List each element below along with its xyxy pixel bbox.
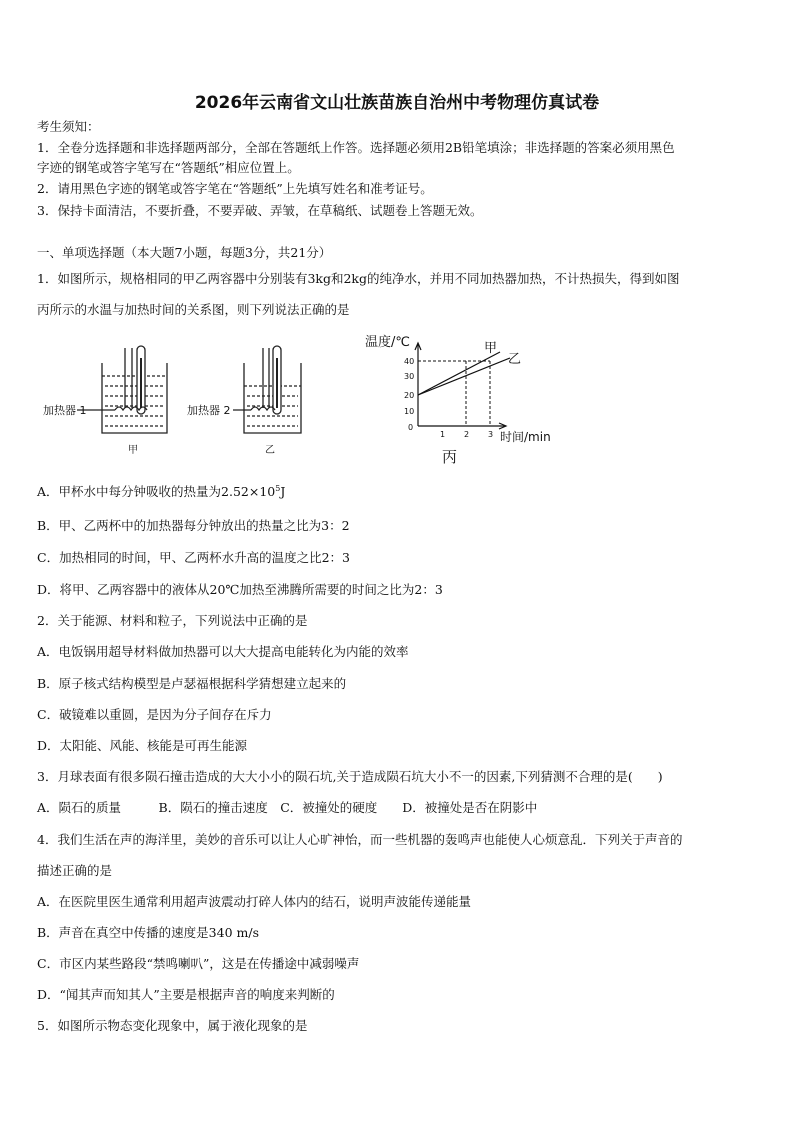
q4-option-a: A．在医院里医生通常利用超声波震动打碎人体内的结石，说明声波能传递能量 bbox=[37, 894, 472, 909]
page-title: 2026年云南省文山壮族苗族自治州中考物理仿真试卷 bbox=[194, 93, 600, 113]
section-heading: 一、单项选择题（本大题7小题，每题3分，共21分） bbox=[37, 245, 332, 260]
notice-item-1: 1．全卷分选择题和非选择题两部分，全部在答题纸上作答。选择题必须用2B铅笔填涂；非选择题的答案必须用黑色 bbox=[37, 140, 675, 155]
q3-stem: 3．月球表面有很多陨石撞击造成的大大小小的陨石坑,关于造成陨石坑大小不一的因素,下列猜测不合理的是( ) bbox=[37, 769, 663, 784]
notice-heading: 考生须知： bbox=[37, 119, 100, 134]
line-b-label: 乙 bbox=[508, 352, 522, 367]
q1-stem-cont: 丙所示的水温与加热时间的关系图，则下列说法正确的是 bbox=[37, 302, 350, 317]
q1-option-c: C．加热相同的时间，甲、乙两杯水升高的温度之比2：3 bbox=[37, 550, 350, 565]
y-tick-labels bbox=[404, 357, 414, 432]
beaker-a-label: 甲 bbox=[128, 445, 138, 456]
svg-text:40: 40 bbox=[404, 357, 415, 366]
svg-text:3: 3 bbox=[488, 430, 494, 439]
beaker-b-label: 乙 bbox=[265, 445, 275, 456]
line-a-label: 甲 bbox=[484, 341, 498, 356]
q3-options: A．陨石的质量 B．陨石的撞击速度 C．被撞处的硬度 D．被撞处是否在阴影中 bbox=[37, 800, 538, 815]
q2-option-c: C．破镜难以重圆，是因为分子间存在斥力 bbox=[37, 707, 272, 722]
q1-temperature-graph bbox=[360, 330, 570, 470]
q4-stem: 4．我们生活在声的海洋里，美妙的音乐可以让人心旷神怡，而一些机器的轰鸣声也能使人心烦意乱．下列关于声音的 bbox=[37, 832, 683, 847]
svg-text:20: 20 bbox=[404, 391, 415, 400]
q1-option-a: A．甲杯水中每分钟吸收的热量为$2.52\times 10^5J$ bbox=[37, 483, 286, 499]
svg-text:1: 1 bbox=[440, 430, 446, 439]
notice-item-2: 2．请用黑色字迹的钢笔或答字笔在“答题纸”上先填写姓名和准考证号。 bbox=[37, 181, 433, 196]
graph-ylabel: 温度/℃ bbox=[365, 335, 410, 350]
line-b bbox=[418, 358, 510, 395]
notice-item-3: 3．保持卡面清洁，不要折叠，不要弄破、弄皱，在草稿纸、试题卷上答题无效。 bbox=[37, 203, 483, 218]
q2-option-a: A．电饭锅用超导材料做加热器可以大大提高电能转化为内能的效率 bbox=[37, 644, 409, 659]
q5-stem: 5．如图所示物态变化现象中，属于液化现象的是 bbox=[37, 1018, 308, 1033]
x-tick-labels bbox=[440, 430, 493, 439]
svg-text:2: 2 bbox=[464, 430, 470, 439]
q2-option-b: B．原子核式结构模型是卢瑟福根据科学猜想建立起来的 bbox=[37, 676, 347, 691]
notice-item-1-cont: 字迹的钢笔或答字笔写在“答题纸”相应位置上。 bbox=[37, 160, 300, 175]
q1-beaker-figure bbox=[37, 338, 367, 468]
beaker-a bbox=[77, 346, 167, 433]
q2-stem: 2．关于能源、材料和粒子，下列说法中正确的是 bbox=[37, 613, 308, 628]
graph-xlabel: 时间/min bbox=[500, 430, 551, 444]
beaker-b bbox=[233, 346, 301, 433]
svg-text:0: 0 bbox=[408, 423, 414, 432]
heater-2-label: 加热器 2 bbox=[187, 404, 231, 417]
q1-option-b: B．甲、乙两杯中的加热器每分钟放出的热量之比为3：2 bbox=[37, 518, 350, 533]
q1-stem: 1．如图所示，规格相同的甲乙两容器中分别装有3kg和2kg的纯净水，并用不同加热器加热，不计热损失，得到如图 bbox=[37, 271, 680, 286]
svg-text:30: 30 bbox=[404, 372, 415, 381]
q4-option-b: B．声音在真空中传播的速度是340 m/s bbox=[37, 925, 259, 940]
q4-option-d: D．“闻其声而知其人”主要是根据声音的响度来判断的 bbox=[37, 987, 335, 1002]
heater-1-label: 加热器 1 bbox=[43, 404, 87, 417]
q2-option-d: D．太阳能、风能、核能是可再生能源 bbox=[37, 738, 248, 753]
q1-option-d: D．将甲、乙两容器中的液体从20℃加热至沸腾所需要的时间之比为2：3 bbox=[37, 582, 443, 597]
svg-text:10: 10 bbox=[404, 407, 415, 416]
graph-caption: 丙 bbox=[442, 448, 458, 466]
q4-stem-cont: 描述正确的是 bbox=[37, 863, 113, 878]
q4-option-c: C．市区内某些路段“禁鸣喇叭”，这是在传播途中减弱噪声 bbox=[37, 956, 360, 971]
line-a bbox=[418, 352, 500, 395]
